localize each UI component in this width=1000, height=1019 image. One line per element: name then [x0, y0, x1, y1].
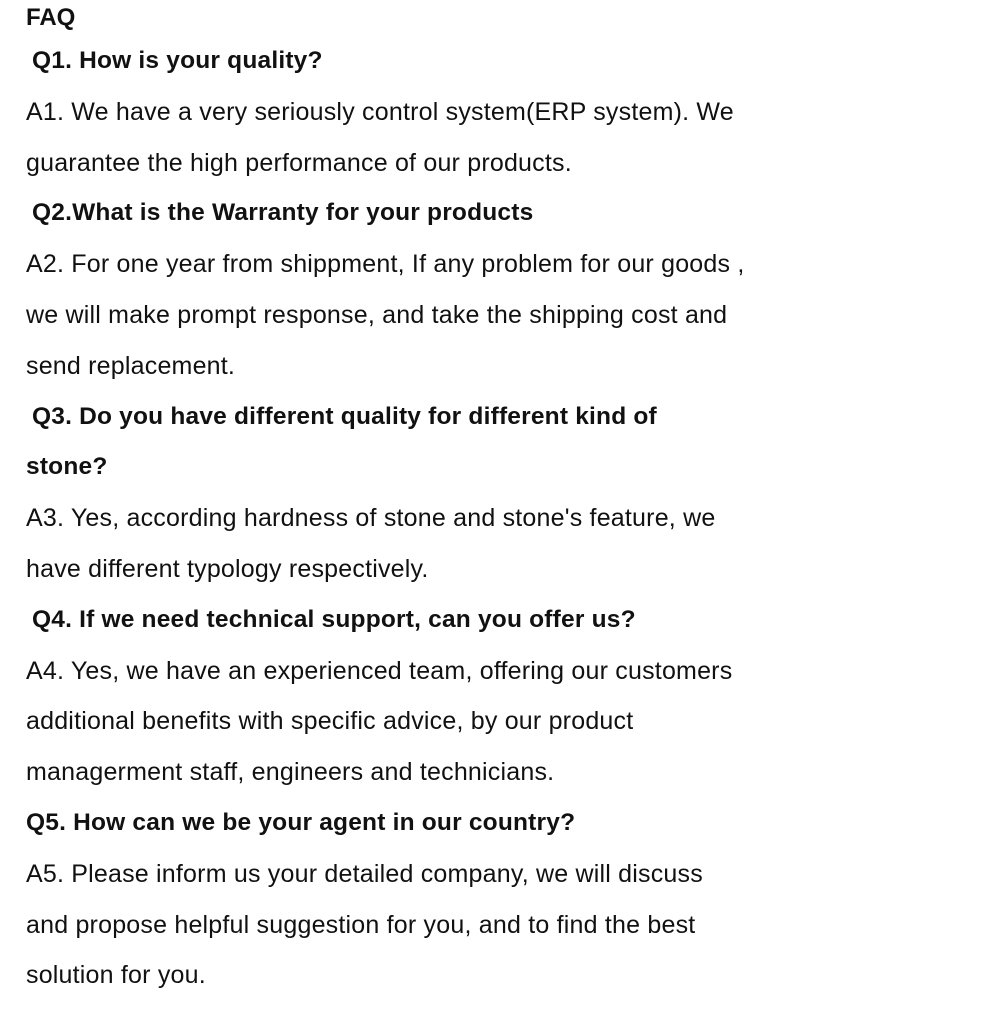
answer-3-line-2: have different typology respectively. — [26, 554, 429, 583]
faq-title: FAQ — [26, 4, 76, 31]
answer-2-line-3: send replacement. — [26, 351, 236, 380]
faq-document — [26, 0, 986, 1001]
answer-4-line-2: additional benefits with specific advice, by our product — [26, 707, 634, 736]
question-5-line-1: Q5. How can we be your agent in our country? — [26, 808, 576, 836]
answer-3-line-1: A3. Yes, according hardness of stone and stone's feature, we — [26, 504, 716, 533]
answer-4-line-3: managerment staff, engineers and technicians. — [26, 758, 555, 787]
question-2-line-1: Q2.What is the Warranty for your products — [32, 199, 534, 227]
answer-4-line-1: A4. Yes, we have an experienced team, offering our customers — [26, 656, 733, 685]
question-4-line-1: Q4. If we need technical support, can you offer us? — [32, 605, 636, 633]
answer-1-line-2: guarantee the high performance of our products. — [26, 148, 572, 177]
answer-1-line-1: A1. We have a very seriously control system(ERP system). We — [26, 97, 734, 126]
question-1-line-1: Q1. How is your quality? — [32, 47, 323, 74]
answer-5-line-2: and propose helpful suggestion for you, and to find the best — [26, 910, 696, 939]
answer-5-line-3: solution for you. — [26, 961, 206, 990]
answer-2-line-2: we will make prompt response, and take the shipping cost and — [26, 300, 728, 329]
answer-5-line-1: A5. Please inform us your detailed company, we will discuss — [26, 859, 703, 888]
answer-2-line-1: A2. For one year from shippment, If any problem for our goods , — [26, 250, 745, 279]
question-3-line-2: stone? — [26, 453, 108, 481]
question-3-line-1: Q3. Do you have different quality for different kind of — [32, 402, 657, 430]
